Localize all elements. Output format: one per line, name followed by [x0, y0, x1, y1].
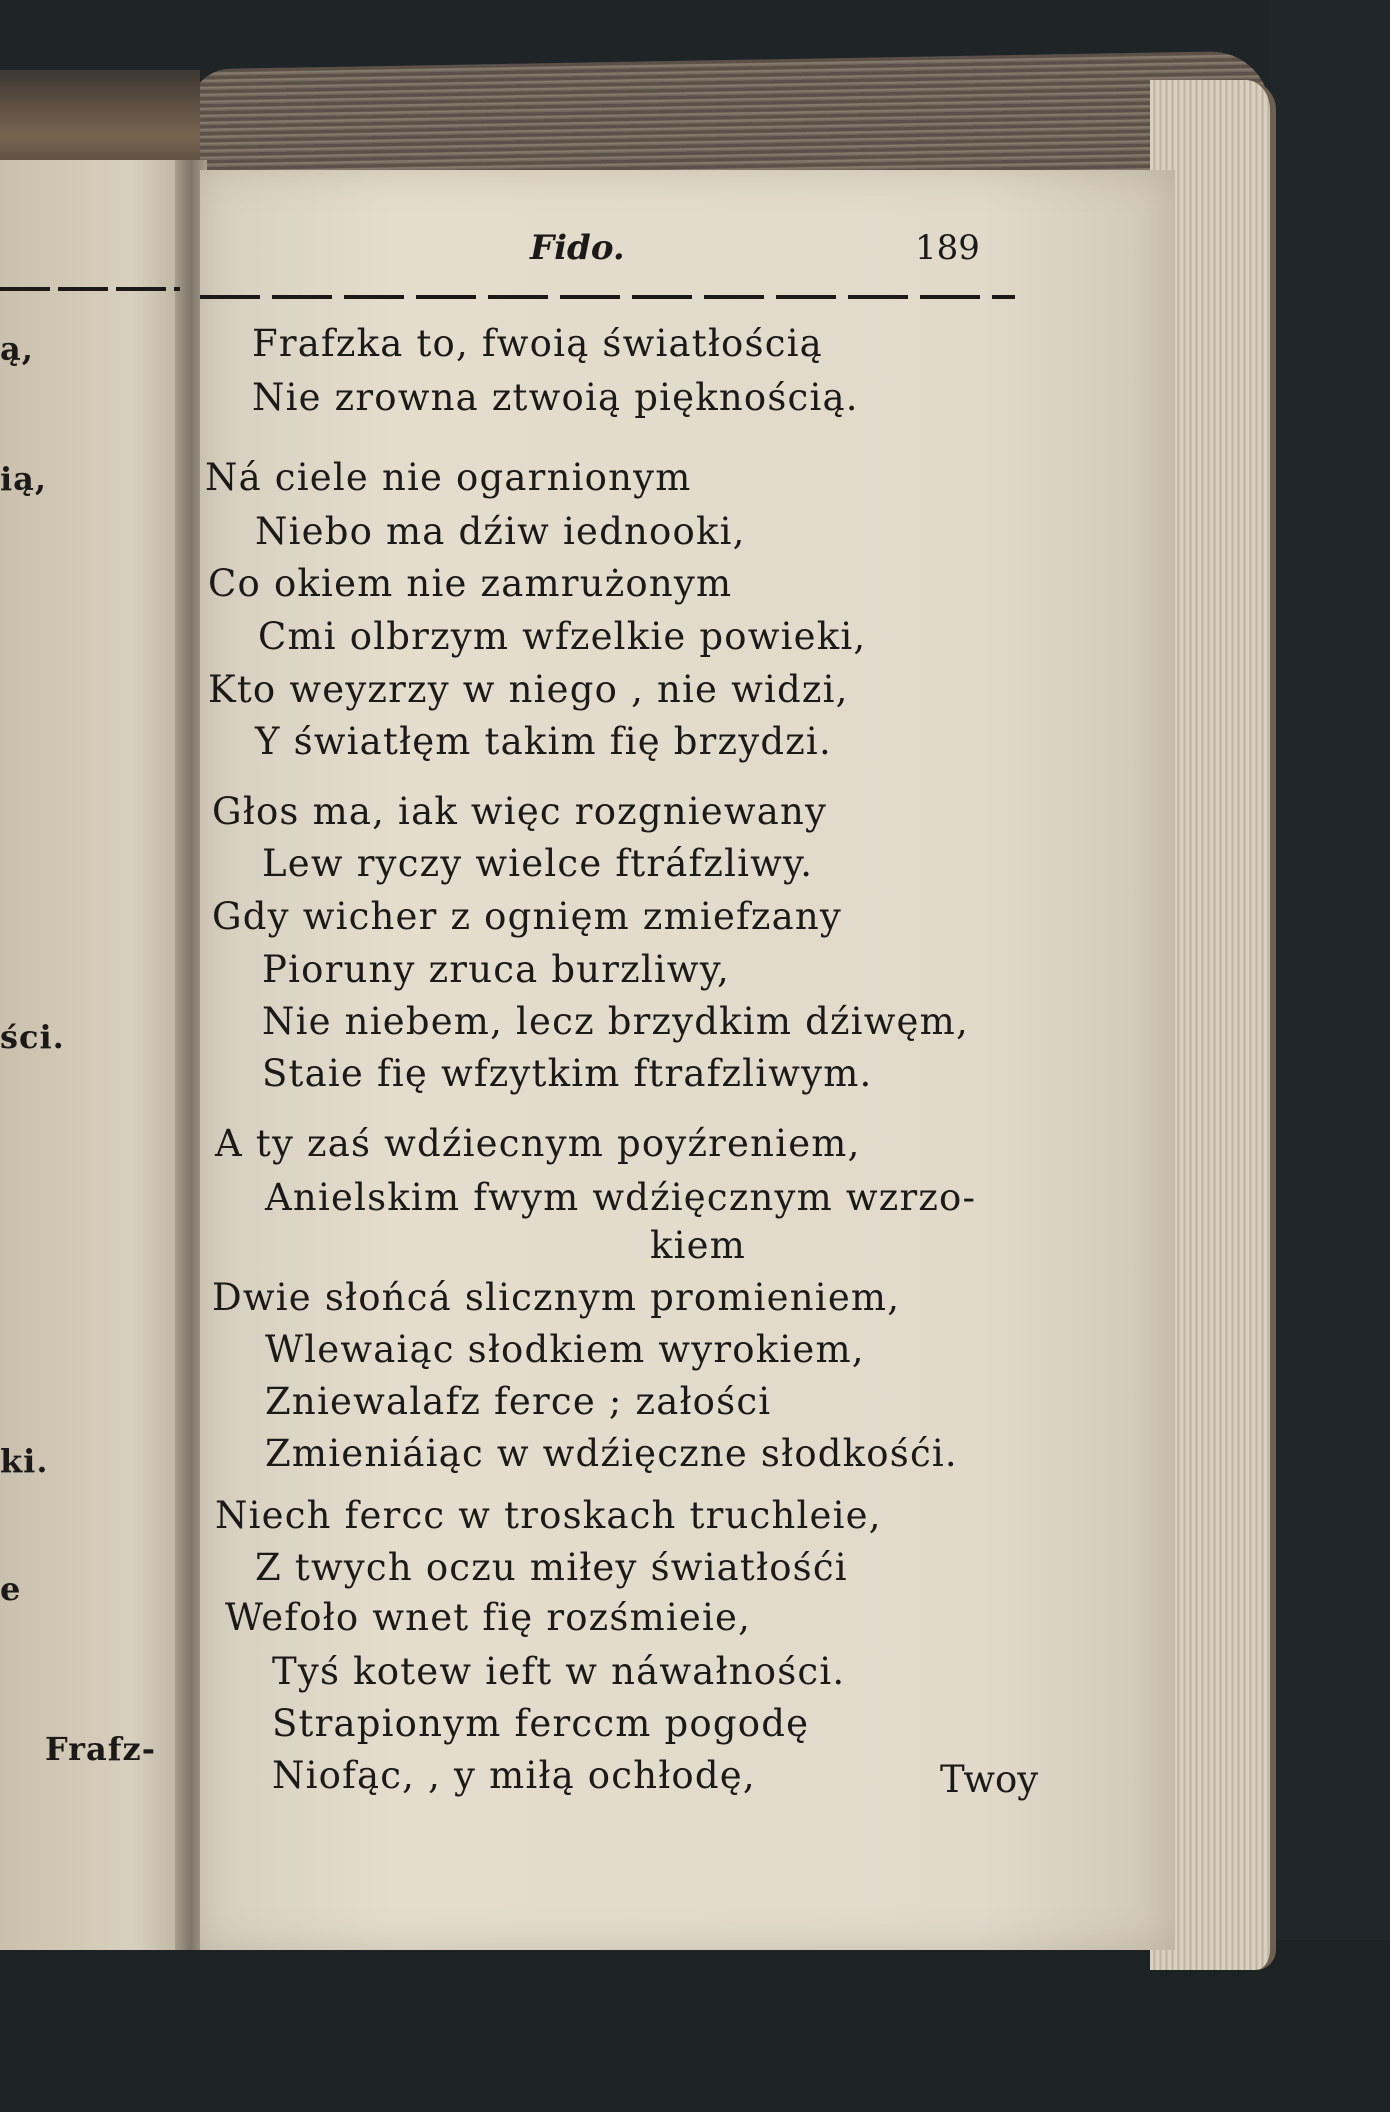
poem-line: Z twych oczu miłey światłośći [255, 1546, 848, 1589]
poem-line: Y światłęm takim fię brzydzi. [255, 720, 832, 763]
poem-line: Nie zrowna ztwoią pięknością. [252, 376, 859, 419]
left-fragment: e [0, 1570, 22, 1608]
poem-line: Niofąc, , y miłą ochłodę, [272, 1754, 756, 1797]
background [1270, 0, 1390, 2112]
poem-line: Pioruny zruca burzliwy, [262, 948, 730, 991]
page-number: 189 [915, 228, 980, 268]
poem-line: Wlewaiąc słodkiem wyrokiem, [265, 1328, 865, 1371]
poem-line: A ty zaś wdźiecnym poyźreniem, [215, 1122, 861, 1165]
left-fragment: Frafz- [45, 1730, 156, 1768]
left-fragment: ści. [0, 1018, 65, 1056]
poem-line: Staie fię wfzytkim ftrafzliwym. [262, 1052, 873, 1095]
book-top-edge [190, 51, 1270, 190]
poem-line: Ná ciele nie ogarnionym [205, 456, 692, 499]
poem-line: Dwie słońcá slicznym promieniem, [212, 1276, 901, 1319]
poem-line: Niech fercc w troskach truchleie, [215, 1494, 882, 1537]
poem-line: Co okiem nie zamrużonym [208, 562, 733, 605]
poem-line: Zmieniáiąc w wdźięczne słodkośći. [265, 1432, 958, 1475]
poem-line: Cmi olbrzym wfzelkie powieki, [258, 615, 867, 658]
poem-line: Nie niebem, lecz brzydkim dźiwęm, [262, 1000, 969, 1043]
poem-line: Lew ryczy wielce ftráfzliwy. [262, 842, 814, 885]
header-rule [200, 295, 1015, 299]
poem-line: Głos ma, iak więc rozgniewany [212, 790, 828, 833]
running-title: Fido. [530, 228, 625, 268]
poem-line: Niebo ma dźiw iednooki, [255, 510, 746, 553]
poem-line: Anielskim fwym wdźięcznym wzrzo- [265, 1176, 977, 1219]
left-header-rule [0, 287, 180, 291]
poem-line: Kto weyzrzy w niego , nie widzi, [208, 668, 849, 711]
poem-line: Zniewalafz ferce ; załości [265, 1380, 772, 1423]
left-fragment: ią, [0, 460, 48, 498]
poem-line: Frafzka to, fwoią światłością [252, 322, 823, 365]
poem-line: Gdy wicher z ognięm zmiefzany [212, 895, 843, 938]
left-fragment: ą, [0, 330, 34, 368]
catchword: Twoy [940, 1758, 1039, 1801]
poem-line: kiem [650, 1224, 747, 1267]
poem-line: Wefoło wnet fię rozśmieie, [225, 1596, 752, 1639]
poem-line: Tyś kotew ieft w náwałności. [272, 1650, 846, 1693]
left-fragment: ki. [0, 1442, 49, 1480]
poem-line: Strapionym ferccm pogodę [272, 1702, 810, 1745]
